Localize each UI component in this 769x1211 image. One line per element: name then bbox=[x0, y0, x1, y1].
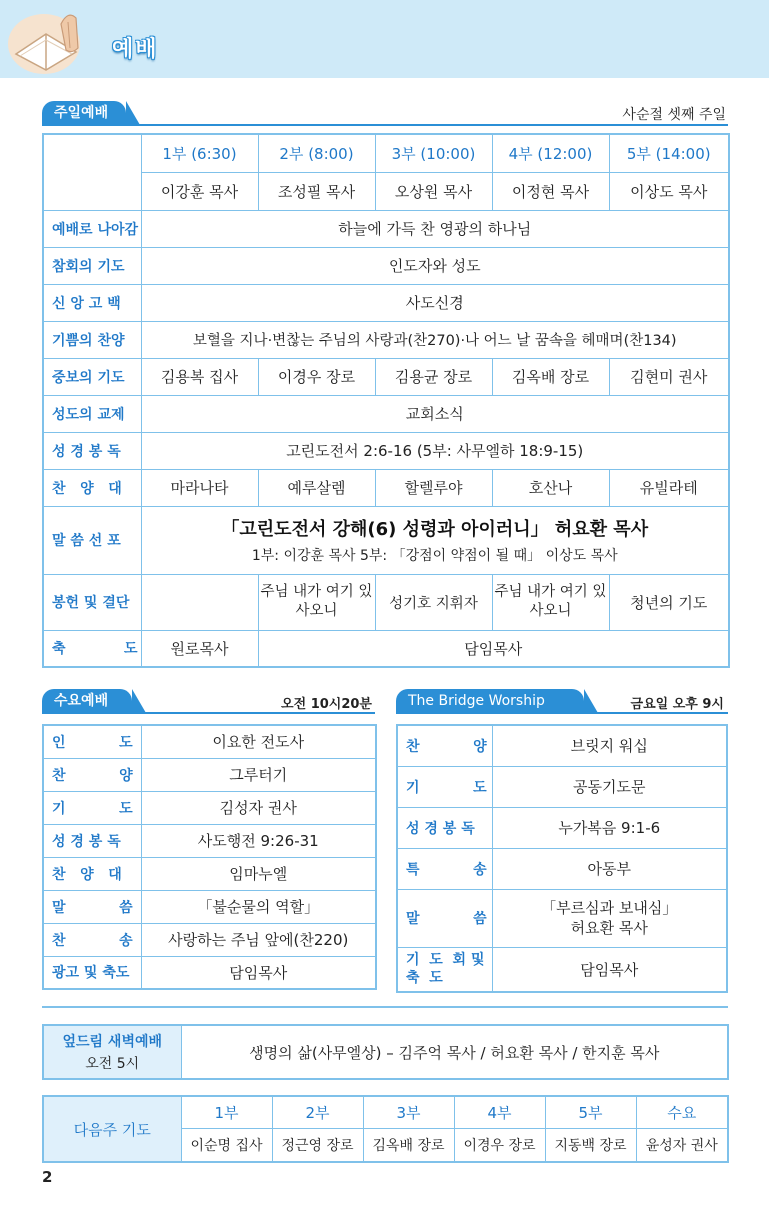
row-label: 찬 양 대 bbox=[43, 857, 141, 890]
tab-underline bbox=[42, 124, 728, 126]
service-leader: 이상도 목사 bbox=[609, 172, 729, 210]
row-label: 예배로 나아감 bbox=[43, 210, 141, 247]
prayer-header: 2부 bbox=[272, 1096, 363, 1128]
row-label: 성 경 봉 독 bbox=[43, 432, 141, 469]
row-value: 「불순물의 역할」 bbox=[141, 890, 376, 923]
row-label: 인 도 bbox=[43, 725, 141, 758]
service-leader: 오상원 목사 bbox=[375, 172, 492, 210]
choir-name: 할렐루야 bbox=[375, 469, 492, 506]
prayer-person: 김용복 집사 bbox=[141, 358, 258, 395]
praying-hands-bible-icon bbox=[6, 4, 96, 76]
prayer-person: 이경우 장로 bbox=[258, 358, 375, 395]
prayer-person: 김옥배 장로 bbox=[492, 358, 609, 395]
tab-sunday-worship: 주일예배 bbox=[42, 101, 126, 125]
service-time: 1부 (6:30) bbox=[141, 134, 258, 172]
sermon-cell bbox=[141, 506, 729, 574]
offering-item: 주님 내가 여기 있사오니 bbox=[258, 574, 375, 630]
row-value: 담임목사 bbox=[492, 947, 727, 992]
offering-item bbox=[141, 574, 258, 630]
section-divider bbox=[42, 1006, 728, 1008]
dawn-value: 생명의 삶(사무엘상) – 김주억 목사 / 허요환 목사 / 한지훈 목사 bbox=[181, 1025, 728, 1079]
sermon-subtitle: 1부: 이강훈 목사 5부: 「강점이 약점이 될 때」 이상도 목사 bbox=[251, 548, 618, 564]
prayer-name: 이순명 집사 bbox=[181, 1128, 272, 1162]
service-leader: 조성필 목사 bbox=[258, 172, 375, 210]
row-label: 성도의 교제 bbox=[43, 395, 141, 432]
row-value: 브릿지 워십 bbox=[492, 725, 727, 766]
row-label: 찬 양 대 bbox=[43, 469, 141, 506]
corner-cell bbox=[43, 134, 141, 210]
row-value: 사도신경 bbox=[141, 284, 729, 321]
benediction-first: 원로목사 bbox=[141, 630, 258, 667]
row-label: 말 씀 bbox=[43, 890, 141, 923]
prayer-header: 수요 bbox=[636, 1096, 728, 1128]
row-value: 김성자 권사 bbox=[141, 791, 376, 824]
row-value: 이요한 전도사 bbox=[141, 725, 376, 758]
tab-underline bbox=[42, 712, 375, 714]
prayer-name: 이경우 장로 bbox=[454, 1128, 545, 1162]
sunday-note: 사순절 셋째 주일 bbox=[622, 107, 726, 123]
service-time: 2부 (8:00) bbox=[258, 134, 375, 172]
row-value: 하늘에 가득 찬 영광의 하나님 bbox=[141, 210, 729, 247]
row-value: 아동부 bbox=[492, 848, 727, 889]
tab-underline bbox=[396, 712, 728, 714]
row-value: 보혈을 지나·변찮는 주님의 사랑과(찬270)·나 어느 날 꿈속을 헤매며(찬134) bbox=[141, 321, 729, 358]
prayer-person: 김용균 장로 bbox=[375, 358, 492, 395]
dawn-worship-table bbox=[42, 1024, 729, 1080]
dawn-time: 오전 5시 bbox=[85, 1056, 140, 1072]
row-label: 찬 양 bbox=[43, 758, 141, 791]
prayer-header: 5부 bbox=[545, 1096, 636, 1128]
tab-bridge-worship: The Bridge Worship bbox=[396, 689, 584, 713]
choir-name: 마라나타 bbox=[141, 469, 258, 506]
sermon-title: 「고린도전서 강해(6) 성령과 아이러니」 허요환 목사 bbox=[221, 519, 649, 540]
row-label: 기 도 회 및 축 도 bbox=[397, 947, 492, 992]
row-value: 누가복음 9:1-6 bbox=[492, 807, 727, 848]
prayer-header: 3부 bbox=[363, 1096, 454, 1128]
prayer-name: 윤성자 권사 bbox=[636, 1128, 728, 1162]
service-time: 3부 (10:00) bbox=[375, 134, 492, 172]
prayer-name: 정근영 장로 bbox=[272, 1128, 363, 1162]
dawn-label-cell bbox=[43, 1025, 181, 1079]
row-label: 성 경 봉 독 bbox=[397, 807, 492, 848]
service-time: 4부 (12:00) bbox=[492, 134, 609, 172]
row-value: 임마누엘 bbox=[141, 857, 376, 890]
row-label: 말 씀 bbox=[397, 889, 492, 947]
dawn-label: 엎드림 새벽예배 bbox=[62, 1034, 163, 1050]
row-label: 신 앙 고 백 bbox=[43, 284, 141, 321]
wednesday-worship-table bbox=[42, 724, 377, 990]
prayer-header: 4부 bbox=[454, 1096, 545, 1128]
row-value: 「부르심과 보내심」 허요환 목사 bbox=[492, 889, 727, 947]
row-value: 사도행전 9:26-31 bbox=[141, 824, 376, 857]
next-prayer-table bbox=[42, 1095, 729, 1163]
row-label: 광고 및 축도 bbox=[43, 956, 141, 989]
offering-item: 청년의 기도 bbox=[609, 574, 729, 630]
bridge-worship-table bbox=[396, 724, 728, 993]
row-value: 사랑하는 주님 앞에(찬220) bbox=[141, 923, 376, 956]
row-label: 찬 송 bbox=[43, 923, 141, 956]
tab-wednesday-worship: 수요예배 bbox=[42, 689, 132, 713]
row-value: 담임목사 bbox=[141, 956, 376, 989]
row-label: 기 도 bbox=[397, 766, 492, 807]
row-label: 봉헌 및 결단 bbox=[43, 574, 141, 630]
row-value: 고린도전서 2:6-16 (5부: 사무엘하 18:9-15) bbox=[141, 432, 729, 469]
row-label: 중보의 기도 bbox=[43, 358, 141, 395]
row-value: 그루터기 bbox=[141, 758, 376, 791]
bridge-note: 금요일 오후 9시 bbox=[630, 697, 724, 712]
wednesday-note: 오전 10시20분 bbox=[281, 697, 372, 712]
prayer-name: 김옥배 장로 bbox=[363, 1128, 454, 1162]
page-title: 예배 bbox=[112, 37, 159, 62]
row-value: 공동기도문 bbox=[492, 766, 727, 807]
row-label: 기쁨의 찬양 bbox=[43, 321, 141, 358]
offering-item: 성기호 지휘자 bbox=[375, 574, 492, 630]
prayer-person: 김현미 권사 bbox=[609, 358, 729, 395]
row-label: 특 송 bbox=[397, 848, 492, 889]
row-label: 축 도 bbox=[43, 630, 141, 667]
page-number: 2 bbox=[42, 1168, 53, 1186]
choir-name: 유빌라테 bbox=[609, 469, 729, 506]
service-leader: 이정현 목사 bbox=[492, 172, 609, 210]
offering-item: 주님 내가 여기 있사오니 bbox=[492, 574, 609, 630]
choir-name: 호산나 bbox=[492, 469, 609, 506]
page-header bbox=[0, 0, 769, 78]
row-value: 인도자와 성도 bbox=[141, 247, 729, 284]
sunday-worship-table bbox=[42, 133, 730, 668]
row-label: 말 씀 선 포 bbox=[43, 506, 141, 574]
next-prayer-label: 다음주 기도 bbox=[43, 1096, 181, 1162]
row-label: 성 경 봉 독 bbox=[43, 824, 141, 857]
prayer-name: 지동백 장로 bbox=[545, 1128, 636, 1162]
row-label: 기 도 bbox=[43, 791, 141, 824]
service-time: 5부 (14:00) bbox=[609, 134, 729, 172]
prayer-header: 1부 bbox=[181, 1096, 272, 1128]
row-label: 찬 양 bbox=[397, 725, 492, 766]
row-label: 참회의 기도 bbox=[43, 247, 141, 284]
benediction-rest: 담임목사 bbox=[258, 630, 729, 667]
service-leader: 이강훈 목사 bbox=[141, 172, 258, 210]
row-value: 교회소식 bbox=[141, 395, 729, 432]
choir-name: 예루살렘 bbox=[258, 469, 375, 506]
